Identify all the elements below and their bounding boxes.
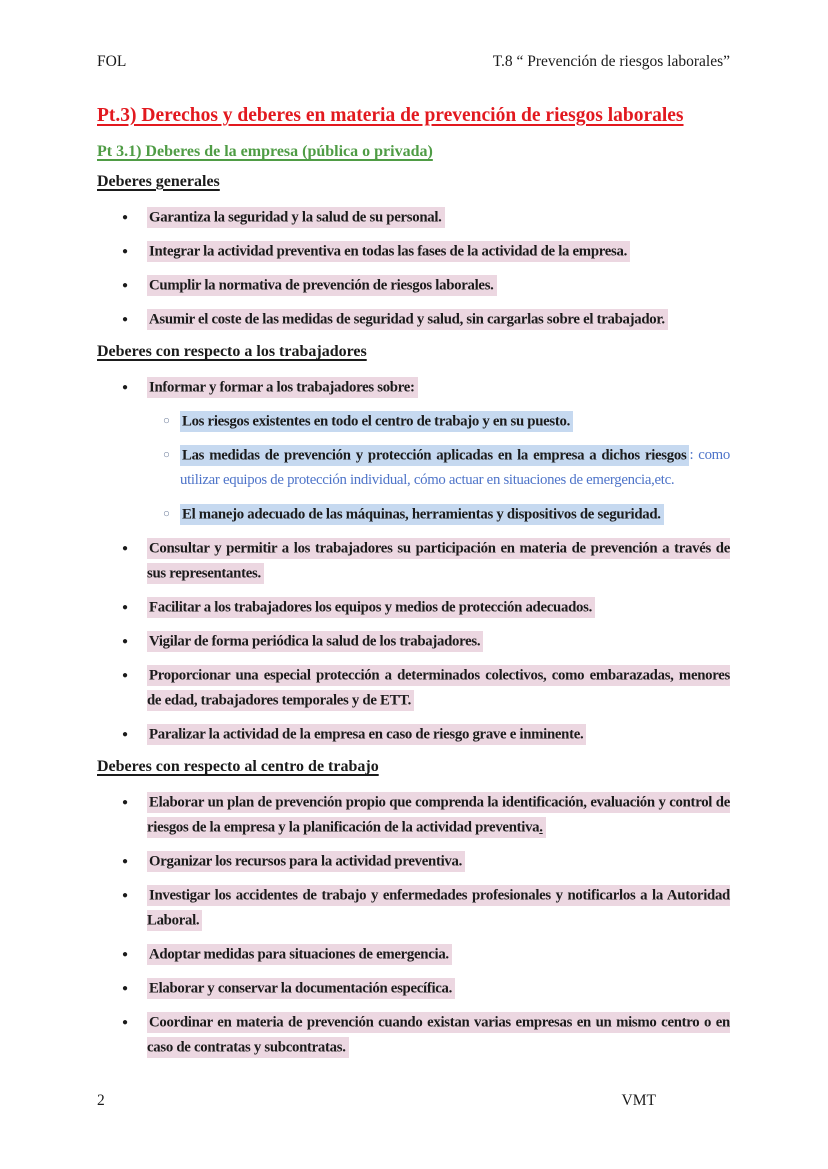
bullet-icon: ● — [122, 543, 129, 554]
bullet-item — [97, 307, 730, 332]
section-heading-deberes-centro-trabajo: Deberes con respecto al centro de trabajo — [97, 758, 379, 775]
bullet-icon: ● — [122, 314, 129, 325]
bullet-icon: ● — [122, 602, 129, 613]
bullet-item — [97, 942, 730, 967]
bullet-text: Integrar la actividad preventiva en todas las fases de la actividad de la empresa. — [147, 241, 630, 262]
bullet-text: Garantiza la seguridad y la salud de su personal. — [147, 207, 445, 228]
page-subtitle: Pt 3.1) Deberes de la empresa (pública o privada) — [97, 143, 433, 160]
bullet-icon: ● — [122, 246, 129, 257]
bullet-text: Elaborar y conservar la documentación específica. — [147, 978, 455, 999]
bullet-text: Coordinar en materia de prevención cuando existan varias empresas en un mismo centro o en caso de contratas y subcontratas. — [147, 1012, 730, 1058]
bullet-icon: ● — [122, 890, 129, 901]
bullet-text: Paralizar la actividad de la empresa en caso de riesgo grave e inminente. — [147, 724, 586, 745]
bullet-icon: ● — [122, 212, 129, 223]
sub-bullet-plain-text: : como utilizar equipos de protección individual, cómo actuar en situaciones de emergencia,etc. — [180, 447, 730, 488]
sub-bullet-item — [97, 409, 730, 434]
bullet-icon: ● — [122, 797, 129, 808]
bullet-text — [147, 792, 730, 838]
bullet-item — [97, 205, 730, 230]
bullet-text: Asumir el coste de las medidas de seguridad y salud, sin cargarlas sobre el trabajador. — [147, 309, 668, 330]
sub-bullet-text: Los riesgos existentes en todo el centro de trabajo y en su puesto. — [180, 411, 573, 432]
section-heading-deberes-generales: Deberes generales — [97, 173, 220, 190]
bullet-item — [97, 239, 730, 264]
header-unit-title: T.8 “ Prevención de riesgos laborales” — [492, 53, 730, 70]
bullet-item — [97, 976, 730, 1001]
bullet-text-underlined-tail: . — [539, 819, 543, 835]
bullet-text: Vigilar de forma periódica la salud de los trabajadores. — [147, 631, 483, 652]
bullet-icon: ● — [122, 983, 129, 994]
page-footer — [97, 1091, 730, 1110]
bullet-icon: ● — [122, 949, 129, 960]
page-header — [97, 52, 730, 71]
bullet-text: Cumplir la normativa de prevención de riesgos laborales. — [147, 275, 497, 296]
footer-author-initials: VMT — [621, 1092, 656, 1109]
bullet-item — [97, 790, 730, 840]
bullet-text: Investigar los accidentes de trabajo y enfermedades profesionales y notificarlos a la Autoridad Laboral. — [147, 885, 730, 931]
bullet-text: Adoptar medidas para situaciones de emergencia. — [147, 944, 452, 965]
bullet-icon: ● — [122, 1017, 129, 1028]
header-course-code: FOL — [97, 53, 127, 70]
bullet-text: Organizar los recursos para la actividad preventiva. — [147, 851, 465, 872]
bullet-item — [97, 629, 730, 654]
circle-bullet-icon: ○ — [163, 449, 170, 461]
bullet-item — [97, 595, 730, 620]
bullet-icon: ● — [122, 729, 129, 740]
bullet-text: Proporcionar una especial protección a determinados colectivos, como embarazadas, menores de edad, trabajadores temporales y de ETT. — [147, 665, 730, 711]
sub-bullet-item — [97, 443, 730, 493]
circle-bullet-icon: ○ — [163, 415, 170, 427]
bullet-item — [97, 536, 730, 586]
bullet-text: Consultar y permitir a los trabajadores su participación en materia de prevención a través de sus representantes. — [147, 538, 730, 584]
bullet-item — [97, 849, 730, 874]
bullet-item — [97, 722, 730, 747]
bullet-text: Facilitar a los trabajadores los equipos y medios de protección adecuados. — [147, 597, 595, 618]
bullet-icon: ● — [122, 382, 129, 393]
bullet-icon: ● — [122, 636, 129, 647]
section-heading-deberes-trabajadores: Deberes con respecto a los trabajadores — [97, 343, 367, 360]
bullet-item — [97, 1010, 730, 1060]
bullet-item — [97, 273, 730, 298]
footer-page-number: 2 — [97, 1092, 105, 1109]
page-title: Pt.3) Derechos y deberes en materia de prevención de riesgos laborales — [97, 105, 684, 126]
bullet-item — [97, 663, 730, 713]
bullet-icon: ● — [122, 670, 129, 681]
sub-bullet-text: El manejo adecuado de las máquinas, herramientas y dispositivos de seguridad. — [180, 504, 664, 525]
bullet-text-main: Elaborar un plan de prevención propio que comprenda la identificación, evaluación y control de riesgos de la empresa y la planificación de la actividad preventiva — [147, 794, 730, 835]
bullet-icon: ● — [122, 280, 129, 291]
sub-bullet-highlighted-text: Las medidas de prevención y protección aplicadas en la empresa a dichos riesgos — [180, 445, 689, 466]
sub-bullet-item — [97, 502, 730, 527]
bullet-text: Informar y formar a los trabajadores sobre: — [147, 377, 418, 398]
circle-bullet-icon: ○ — [163, 508, 170, 520]
bullet-icon: ● — [122, 856, 129, 867]
bullet-item — [97, 883, 730, 933]
bullet-item — [97, 375, 730, 400]
